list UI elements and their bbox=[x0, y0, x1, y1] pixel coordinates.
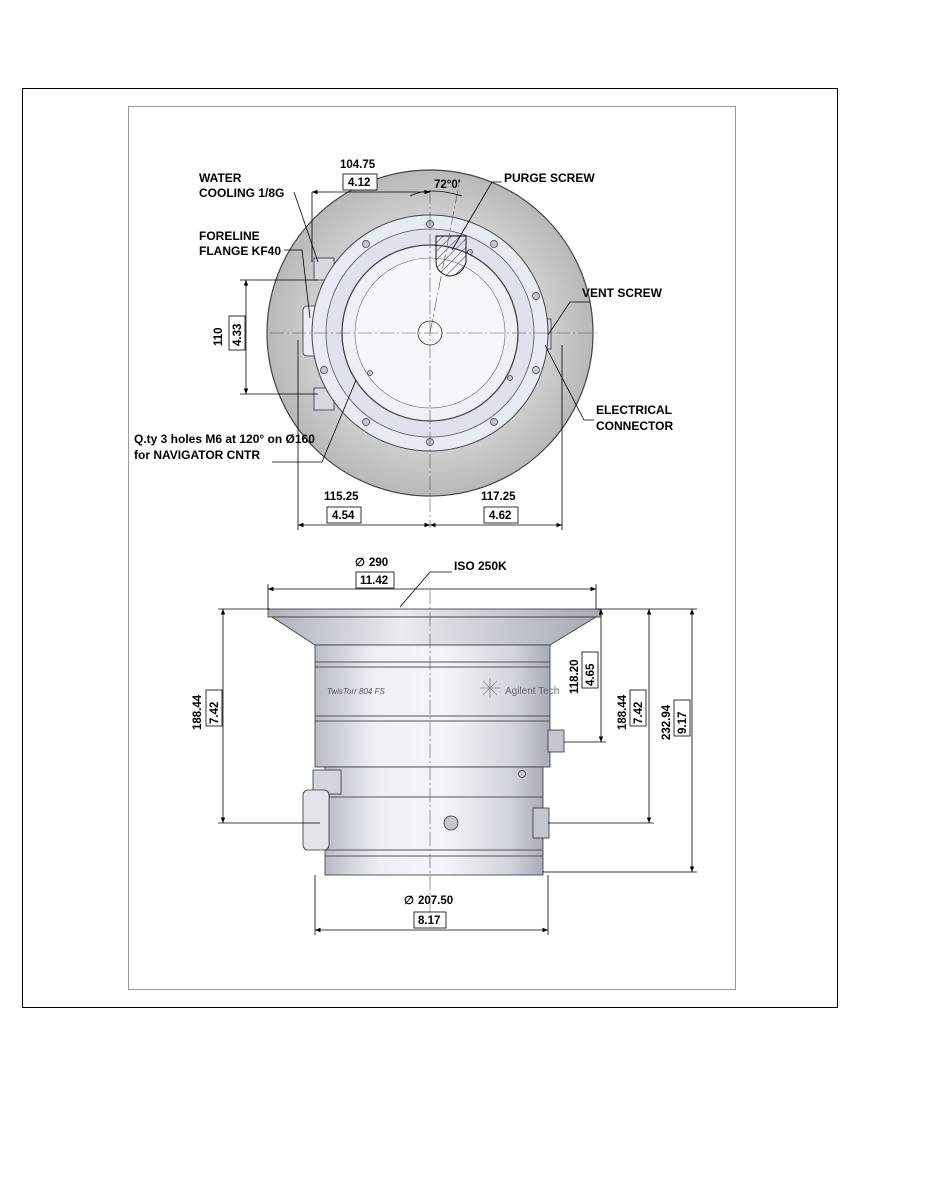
label-purge-screw: PURGE SCREW bbox=[504, 171, 595, 185]
side-flange-cone bbox=[272, 617, 596, 645]
label-water-2: COOLING 1/8G bbox=[199, 186, 285, 200]
dim-foreline-in: 4.33 bbox=[232, 323, 244, 346]
dia-symbol-bottom: ∅ bbox=[404, 895, 415, 907]
dia-top-in: 11.42 bbox=[360, 575, 389, 587]
side-top-flange bbox=[268, 609, 600, 617]
dia-symbol-top: ∅ bbox=[355, 557, 366, 569]
electrical-connector bbox=[533, 808, 549, 838]
side-view bbox=[268, 590, 600, 920]
label-foreline-1: FORELINE bbox=[199, 229, 260, 243]
label-electrical-1: ELECTRICAL bbox=[596, 403, 672, 417]
dim-left-h-in: 7.42 bbox=[209, 701, 221, 724]
dim-left-h-mm: 188.44 bbox=[192, 694, 204, 730]
dia-top-mm: 290 bbox=[369, 557, 389, 569]
dim-left-in: 4.54 bbox=[332, 510, 355, 522]
dim-foreline-mm: 110 bbox=[213, 327, 225, 346]
agilent-logo bbox=[480, 678, 500, 698]
dia-bottom-mm: 207.50 bbox=[418, 895, 454, 907]
dim-total-h-mm: 232.94 bbox=[661, 704, 673, 740]
dim-water-in: 4.12 bbox=[348, 177, 371, 189]
angle-label: 72°0' bbox=[434, 179, 461, 191]
dim-conn-h-in: 7.42 bbox=[633, 701, 645, 724]
dim-vent-h-in: 4.65 bbox=[585, 663, 597, 686]
dim-conn-h-mm: 188.44 bbox=[617, 694, 629, 730]
label-foreline-2: FLANGE KF40 bbox=[199, 244, 282, 258]
side-screw bbox=[444, 816, 458, 830]
label-iso-flange: ISO 250K bbox=[454, 559, 507, 573]
dim-right-in: 4.62 bbox=[489, 510, 512, 522]
label-electrical-2: CONNECTOR bbox=[596, 419, 674, 433]
dia-bottom-in: 8.17 bbox=[418, 915, 441, 927]
vent-screw bbox=[548, 730, 564, 752]
dim-left-mm: 115.25 bbox=[324, 491, 359, 503]
dim-right-mm: 117.25 bbox=[481, 491, 516, 503]
purge-screw-section bbox=[436, 236, 466, 276]
dim-vent-h-mm: 118.20 bbox=[569, 659, 581, 694]
label-holes-1: Q.ty 3 holes M6 at 120° on Ø160 bbox=[134, 432, 315, 446]
label-holes-2: for NAVIGATOR CNTR bbox=[134, 448, 260, 462]
dim-total-h-in: 9.17 bbox=[677, 711, 689, 734]
dim-water-mm: 104.75 bbox=[340, 159, 376, 171]
label-water-1: WATER bbox=[199, 171, 242, 185]
top-view bbox=[267, 170, 600, 528]
brand-text: Agilent Tech bbox=[505, 686, 560, 697]
side-upper-body bbox=[315, 645, 550, 767]
label-vent-screw: VENT SCREW bbox=[582, 286, 663, 300]
foreline-port bbox=[303, 790, 329, 850]
pump-model-text: TwisTorr 804 FS bbox=[327, 687, 385, 696]
side-lower-body bbox=[325, 767, 543, 875]
